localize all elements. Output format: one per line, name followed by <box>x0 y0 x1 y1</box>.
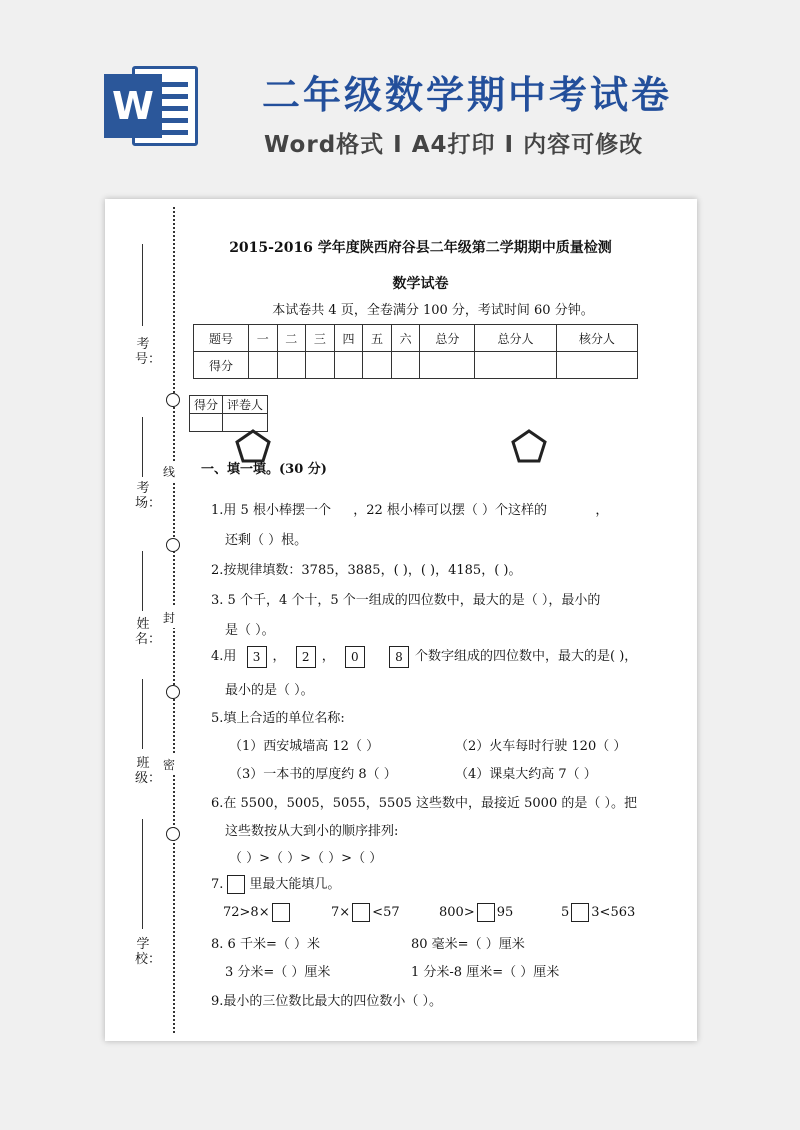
score-cell[interactable] <box>248 352 277 379</box>
score-header: 四 <box>334 325 363 352</box>
word-logo-letter: W <box>104 74 162 138</box>
score-cell[interactable] <box>420 352 475 379</box>
question-8-item: 8. 6 千米=（ ）米 <box>211 937 320 952</box>
score-row-label: 得分 <box>194 352 249 379</box>
score-cell[interactable] <box>306 352 335 379</box>
label-name: 姓名： <box>135 617 162 647</box>
question-7-expr: 7× <57 <box>331 905 400 920</box>
score-table <box>193 324 638 379</box>
label-exam-number: 考号： <box>135 337 162 367</box>
question-8-item: 1 分米-8 厘米=（ ）厘米 <box>411 965 560 980</box>
binding-hole <box>166 538 180 552</box>
score-header: 一 <box>248 325 277 352</box>
question-9: 9.最小的三位数比最大的四位数小（ ）。 <box>211 994 443 1009</box>
question-5-title: 5.填上合适的单位名称: <box>211 711 345 726</box>
question-2: 2.按规律填数：3785，3885，( )，( )，4185，( )。 <box>211 563 522 578</box>
question-6-line-3: （ ）>（ ）>（ ）>（ ） <box>229 851 383 866</box>
score-header: 总分人 <box>475 325 556 352</box>
question-7-expr: 800> 95 <box>439 905 514 920</box>
digit-card: 2 <box>296 646 316 668</box>
score-cell[interactable] <box>363 352 392 379</box>
label-school: 学校： <box>135 937 162 967</box>
paper-title: 2015-2016 学年度陕西府谷县二年级第二学期期中质量检测 <box>229 240 612 256</box>
score-header: 题号 <box>194 325 249 352</box>
section-heading: 一、填一填。(30 分) <box>201 462 327 477</box>
question-7-expr: 72>8× <box>223 903 292 922</box>
grader-header: 评卷人 <box>223 396 268 414</box>
blank-box[interactable] <box>352 903 370 922</box>
blank-box[interactable] <box>571 903 589 922</box>
score-header: 总分 <box>420 325 475 352</box>
digit-card: 0 <box>345 646 365 668</box>
binding-hole <box>166 393 180 407</box>
label-class: 班级： <box>135 756 162 786</box>
question-4-line-2: 最小的是（ ）。 <box>225 683 314 698</box>
question-7-expr: 5 3<563 <box>561 905 636 920</box>
label-exam-room: 考场： <box>135 481 162 511</box>
question-6-line-1: 6.在 5500，5005，5055，5505 这些数中，最接近 5000 的是（ ）。把 <box>211 796 637 811</box>
question-8-item: 3 分米=（ ）厘米 <box>225 965 331 980</box>
score-header: 核分人 <box>556 325 637 352</box>
question-3-line-2: 是（ ）。 <box>225 623 275 638</box>
digit-card: 8 <box>389 646 409 668</box>
score-cell[interactable] <box>391 352 420 379</box>
blank-box <box>227 875 245 894</box>
question-8-item: 80 毫米=（ ）厘米 <box>411 937 525 952</box>
blank-box[interactable] <box>272 903 290 922</box>
score-cell[interactable] <box>556 352 637 379</box>
question-1-line-1: 1.用 5 根小棒摆一个 ，22 根小棒可以摆（ ）个这样的 ， <box>211 503 609 518</box>
banner-subtitle: Word格式 I A4打印 I 内容可修改 <box>264 132 644 158</box>
digit-card: 3 <box>247 646 267 668</box>
seal-char-xian: 线 <box>163 461 175 482</box>
pentagon-stick-icon <box>509 427 549 467</box>
score-header: 三 <box>306 325 335 352</box>
binding-hole <box>166 685 180 699</box>
score-header: 五 <box>363 325 392 352</box>
question-5-item: （3）一本书的厚度约 8（ ） <box>229 767 397 782</box>
word-icon <box>104 60 204 152</box>
score-cell[interactable] <box>334 352 363 379</box>
banner <box>0 0 800 190</box>
score-header: 六 <box>391 325 420 352</box>
exam-note: 本试卷共 4 页，全卷满分 100 分，考试时间 60 分钟。 <box>272 303 594 318</box>
score-header: 二 <box>277 325 306 352</box>
blank-box[interactable] <box>477 903 495 922</box>
seal-char-mi: 密 <box>163 754 175 775</box>
grader-header: 得分 <box>190 396 223 414</box>
seal-char-feng: 封 <box>163 607 175 628</box>
question-7-title: 7. 里最大能填几。 <box>211 877 341 892</box>
exam-paper <box>105 199 697 1041</box>
question-4-line-1: 4.用 3 ， 2 ， 0 8 个数字组成的四位数中，最大的是( )， <box>211 645 637 668</box>
question-6-line-2: 这些数按从大到小的顺序排列: <box>225 824 399 839</box>
banner-title: 二年级数学期中考试卷 <box>262 73 673 117</box>
binding-hole <box>166 827 180 841</box>
question-1-line-2: 还剩（ ）根。 <box>225 533 308 548</box>
binding-margin <box>105 199 185 1041</box>
paper-subtitle: 数学试卷 <box>392 276 449 292</box>
grader-cell[interactable] <box>190 414 223 432</box>
score-cell[interactable] <box>475 352 556 379</box>
score-cell[interactable] <box>277 352 306 379</box>
question-5-item: （2）火车每时行驶 120（ ） <box>455 739 627 754</box>
question-5-item: （4）课桌大约高 7（ ） <box>455 767 597 782</box>
paper-content <box>193 199 693 1041</box>
question-3-line-1: 3. 5 个千，4 个十，5 个一组成的四位数中，最大的是（ ），最小的 <box>211 593 601 608</box>
question-5-item: （1）西安城墙高 12（ ） <box>229 739 380 754</box>
